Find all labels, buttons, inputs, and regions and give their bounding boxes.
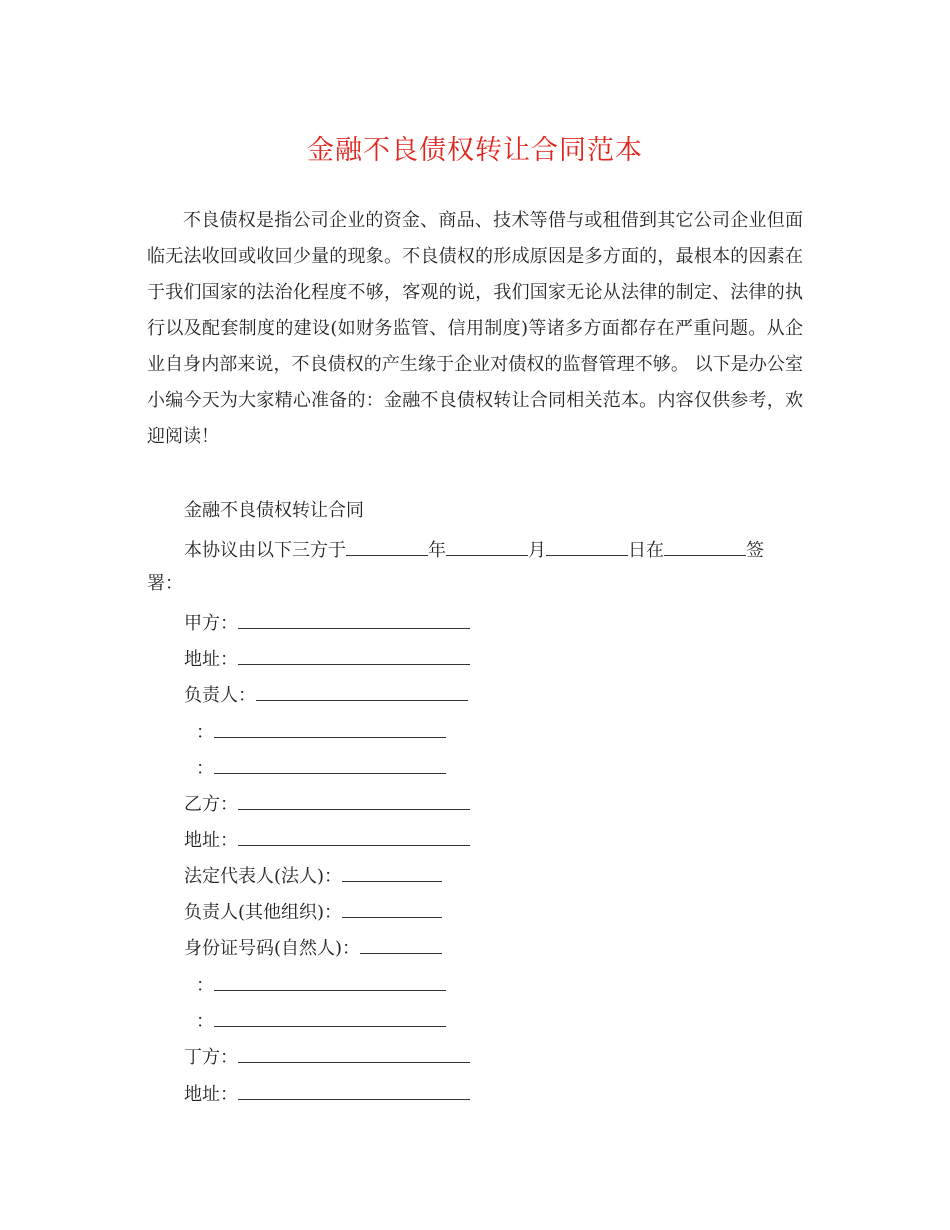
party-a-blank bbox=[238, 610, 470, 629]
colon-row-4 bbox=[196, 1008, 446, 1034]
id-number-label: 身份证号码(自然人)： bbox=[184, 938, 361, 959]
party-a-row bbox=[184, 610, 470, 636]
colon-label-2: ： bbox=[196, 758, 214, 779]
legal-rep-blank bbox=[342, 863, 442, 882]
person-in-charge-blank bbox=[256, 682, 468, 701]
colon-blank-4 bbox=[214, 1008, 446, 1027]
legal-rep-row bbox=[184, 863, 442, 889]
colon-label-3: ： bbox=[196, 975, 214, 996]
address-b-row bbox=[184, 827, 470, 853]
document-title: 金融不良债权转让合同范本 bbox=[307, 135, 643, 166]
party-d-label: 丁方： bbox=[184, 1047, 238, 1068]
year-blank bbox=[346, 537, 428, 556]
legal-rep-label: 法定代表人(法人)： bbox=[184, 866, 343, 887]
address-a-blank bbox=[238, 646, 470, 665]
colon-row-2 bbox=[196, 755, 446, 781]
person-other-label: 负责人(其他组织)： bbox=[184, 902, 343, 923]
id-number-blank bbox=[360, 935, 442, 954]
party-d-blank bbox=[238, 1044, 470, 1063]
month-label: 月 bbox=[528, 540, 546, 561]
sign-label-1: 签 bbox=[746, 540, 764, 561]
party-a-label: 甲方： bbox=[184, 613, 238, 634]
person-in-charge-label: 负责人： bbox=[184, 685, 256, 706]
year-label: 年 bbox=[428, 540, 446, 561]
contract-title: 金融不良债权转让合同 bbox=[184, 500, 364, 521]
address-b-label: 地址： bbox=[184, 830, 238, 851]
party-b-label: 乙方： bbox=[184, 794, 238, 815]
colon-label-4: ： bbox=[196, 1011, 214, 1032]
month-blank bbox=[446, 537, 528, 556]
address-d-row bbox=[184, 1081, 470, 1107]
day-blank bbox=[546, 537, 628, 556]
colon-label-1: ： bbox=[196, 722, 214, 743]
party-b-row bbox=[184, 791, 470, 817]
person-other-blank bbox=[342, 899, 442, 918]
address-b-blank bbox=[238, 827, 470, 846]
colon-blank-1 bbox=[214, 719, 446, 738]
signing-line bbox=[184, 537, 764, 563]
address-d-blank bbox=[238, 1081, 470, 1100]
place-blank bbox=[664, 537, 746, 556]
id-number-row bbox=[184, 935, 442, 961]
party-b-blank bbox=[238, 791, 470, 810]
person-in-charge-row bbox=[184, 682, 468, 708]
signing-prefix: 本协议由以下三方于 bbox=[184, 540, 346, 561]
intro-paragraph: 不良债权是指公司企业的资金、商品、技术等借与或租借到其它公司企业但面临无法收回或收回少量的现象。不良债权的形成原因是多方面的，最根本的因素在于我们国家的法治化程度不够，客观的说，我们国家无论从法律的制定、法律的执行以及配套制度的建设(如财务监管、信用制度)等诸多方面都存在严重问题。从企业自身内部来说，不良债权的产生缘于企业对债权的监督管理不够。 以下是办公室小编今天为大家精心准备的：金融不良债权转让合同相关范本。内容仅供参考，欢迎阅读！ bbox=[147, 210, 803, 447]
colon-row-3 bbox=[196, 972, 446, 998]
day-label: 日在 bbox=[628, 540, 664, 561]
address-d-label: 地址： bbox=[184, 1084, 238, 1105]
colon-row-1 bbox=[196, 719, 446, 745]
signing-line-cont: 署： bbox=[147, 573, 183, 594]
person-other-row bbox=[184, 899, 442, 925]
address-a-row bbox=[184, 646, 470, 672]
party-d-row bbox=[184, 1044, 470, 1070]
colon-blank-2 bbox=[214, 755, 446, 774]
colon-blank-3 bbox=[214, 972, 446, 991]
address-a-label: 地址： bbox=[184, 649, 238, 670]
